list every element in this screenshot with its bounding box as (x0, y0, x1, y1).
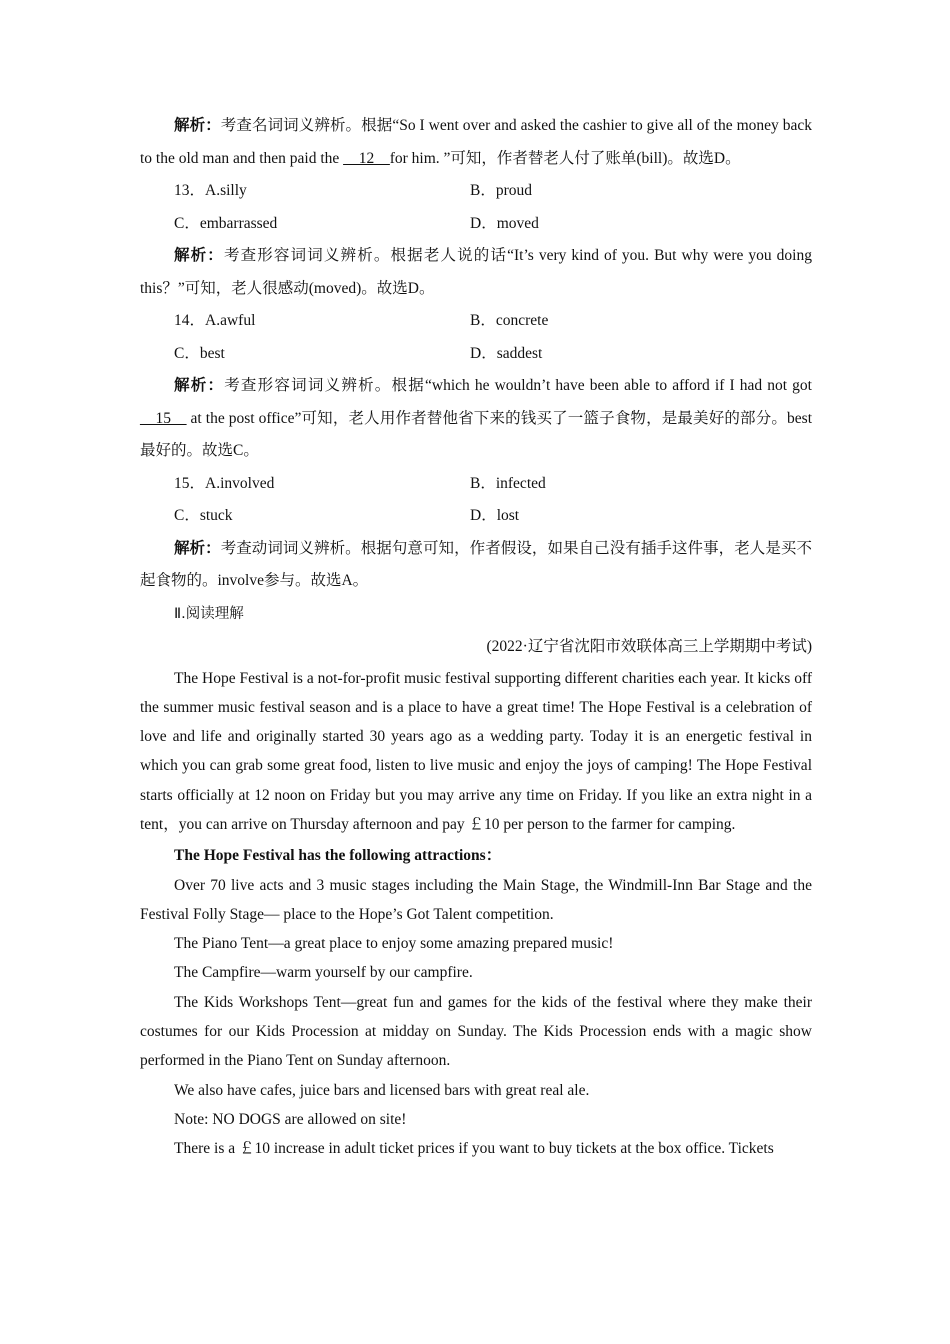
analysis-14: 解析：考查形容词词义辨析。根据“which he wouldn’t have been able to afford if I had not got __15__ at the post office”可知，老人用作者替他省下来的钱买了一篮子食物，是最美好的部分。best最好的。故选C。 (140, 377, 812, 459)
analysis-label: 解析： (174, 539, 221, 557)
option-15-b: B．infected (470, 474, 546, 492)
option-14-c: C．best (174, 344, 225, 362)
question-14-options-row-2 (140, 338, 812, 371)
question-15-options-row-2 (140, 500, 812, 533)
passage-source: (2022·辽宁省沈阳市效联体高三上学期期中考试) (486, 637, 812, 655)
option-14-d: D．saddest (470, 344, 543, 362)
analysis-label: 解析： (174, 117, 221, 134)
question-15-options-row-1 (140, 468, 812, 501)
option-13-a: 13．A.silly (174, 182, 247, 199)
analysis-13: 解析：考查形容词词义辨析。根据老人说的话“It’s very kind of you. But why were you doing this？”可知，老人很感动(moved)。故选D。 (140, 247, 812, 297)
analysis-15: 解析：考查动词词义辨析。根据句意可知，作者假设，如果自己没有插手这件事，老人是买不起食物的。involve参与。故选A。 (140, 539, 812, 589)
question-14-options-row-1 (140, 305, 812, 338)
attraction-item: Over 70 live acts and 3 music stages including the Main Stage, the Windmill-Inn Bar Stage and the Festival Folly Stage— place to the Hope’s Got Talent competition. (140, 876, 812, 923)
attraction-item: We also have cafes, juice bars and licensed bars with great real ale. (174, 1081, 590, 1099)
blank-12: __12__ (343, 149, 390, 167)
attractions-heading: The Hope Festival has the following attractions： (174, 847, 502, 865)
analysis-12: 解析：考查名词词义辨析。根据“So I went over and asked the cashier to give all of the money back to the old man and then paid the __12__for him. ”可知，作者替老人付了账单(bill)。故选D。 (140, 117, 812, 167)
option-13-b: B．proud (470, 182, 533, 199)
option-13-c: C．embarrassed (174, 214, 278, 232)
option-14-a: 14．A.awful (174, 312, 256, 329)
reading-passage (140, 664, 812, 1164)
analysis-label: 解析： (174, 247, 224, 264)
option-15-a: 15．A.involved (174, 474, 275, 492)
section-heading: Ⅱ.阅读理解 (174, 605, 244, 622)
question-13-options-row-1 (140, 175, 812, 208)
option-14-b: B．concrete (470, 312, 549, 329)
attraction-item: The Kids Workshops Tent—great fun and games for the kids of the festival where they make their costumes for our Kids Procession at midday on Sunday. The Kids Procession ends with a magic show performed in the Piano Tent on Sunday afternoon. (140, 993, 812, 1070)
question-13-options-row-2 (140, 208, 812, 241)
blank-15: __15__ (140, 409, 187, 427)
option-13-d: D．moved (470, 214, 539, 232)
attraction-item: The Piano Tent—a great place to enjoy some amazing prepared music! (174, 935, 614, 953)
passage-intro: The Hope Festival is a not-for-profit music festival supporting different charities each year. It kicks off the summer music festival season and is a place to have a great time! The Hope Festival is a celebration of love and life and originally started 30 years ago as a wedding party. Today it is an energetic festival in which you can grab some great food, listen to live music and enjoy the joys of camping! The Hope Festival starts officially at 12 noon on Friday but you may arrive any time on Friday. If you like an extra night in a tent，you can arrive on Thursday afternoon and pay ￡10 per person to the farmer for camping. (140, 669, 812, 833)
option-15-d: D．lost (470, 507, 520, 524)
document-page (140, 110, 812, 1164)
note-line: Note: NO DOGS are allowed on site! (174, 1110, 407, 1128)
analysis-label: 解析： (174, 377, 225, 394)
option-15-c: C．stuck (174, 507, 233, 524)
passage-last-line: There is a ￡10 increase in adult ticket prices if you want to buy tickets at the box office. Tickets (174, 1140, 774, 1158)
attraction-item: The Campfire—warm yourself by our campfire. (174, 964, 473, 982)
